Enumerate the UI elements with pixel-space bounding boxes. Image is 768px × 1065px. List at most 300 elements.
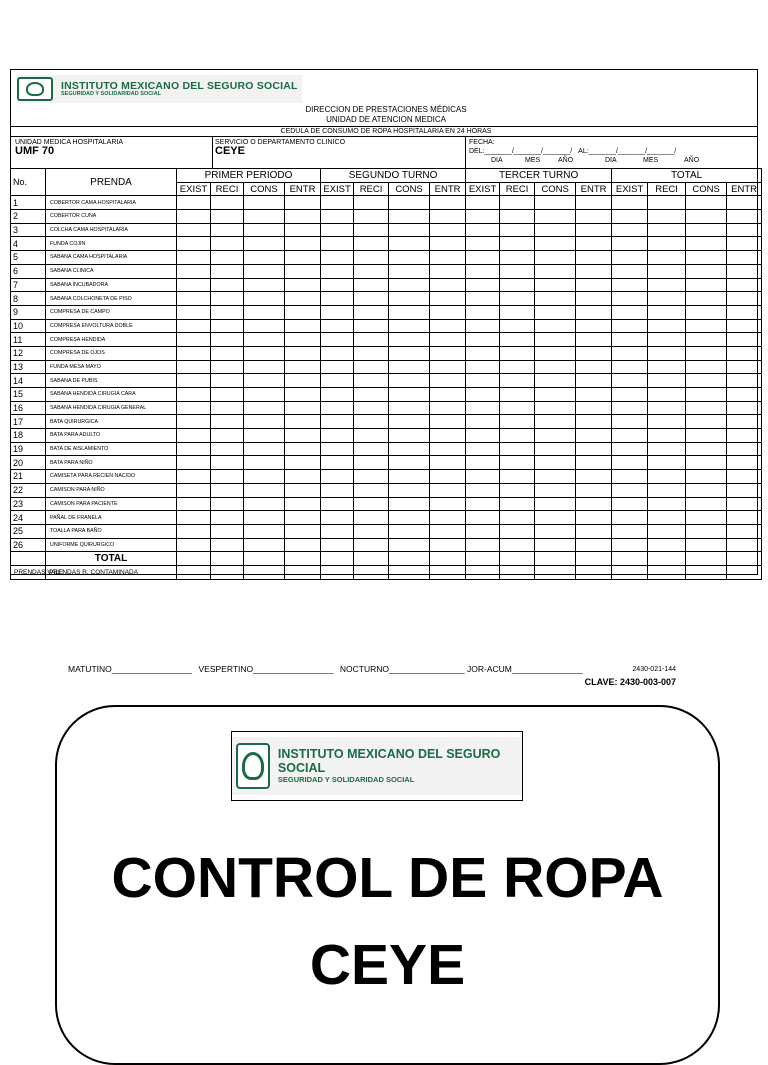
entry-cell[interactable] — [500, 251, 535, 265]
vespertino-field[interactable]: VESPERTINO_________________ — [198, 664, 334, 674]
entry-cell[interactable] — [211, 524, 244, 538]
entry-cell[interactable] — [321, 470, 354, 484]
date-to-field[interactable]: AL:_______/_______/_______/ — [578, 148, 677, 155]
entry-cell[interactable] — [354, 210, 389, 224]
entry-cell[interactable] — [354, 429, 389, 443]
entry-cell[interactable] — [727, 497, 762, 511]
entry-cell[interactable] — [177, 374, 211, 388]
footer-cell[interactable] — [177, 565, 211, 579]
entry-cell[interactable] — [177, 442, 211, 456]
entry-cell[interactable] — [466, 305, 500, 319]
entry-cell[interactable] — [177, 346, 211, 360]
date-from-field[interactable]: DEL:_______/_______/_______/ — [469, 148, 573, 155]
total-cell[interactable] — [466, 552, 500, 566]
entry-cell[interactable] — [686, 538, 727, 552]
entry-cell[interactable] — [686, 415, 727, 429]
entry-cell[interactable] — [285, 483, 321, 497]
entry-cell[interactable] — [177, 251, 211, 265]
entry-cell[interactable] — [648, 237, 686, 251]
entry-cell[interactable] — [285, 415, 321, 429]
entry-cell[interactable] — [686, 456, 727, 470]
footer-cell[interactable] — [211, 565, 244, 579]
entry-cell[interactable] — [535, 524, 576, 538]
entry-cell[interactable] — [430, 538, 466, 552]
entry-cell[interactable] — [612, 210, 648, 224]
entry-cell[interactable] — [500, 511, 535, 525]
entry-cell[interactable] — [321, 401, 354, 415]
entry-cell[interactable] — [727, 442, 762, 456]
entry-cell[interactable] — [500, 401, 535, 415]
entry-cell[interactable] — [211, 237, 244, 251]
entry-cell[interactable] — [727, 429, 762, 443]
entry-cell[interactable] — [727, 292, 762, 306]
entry-cell[interactable] — [321, 264, 354, 278]
total-cell[interactable] — [211, 552, 244, 566]
entry-cell[interactable] — [576, 388, 612, 402]
entry-cell[interactable] — [285, 511, 321, 525]
total-cell[interactable] — [244, 552, 285, 566]
entry-cell[interactable] — [466, 210, 500, 224]
entry-cell[interactable] — [576, 511, 612, 525]
entry-cell[interactable] — [285, 251, 321, 265]
footer-cell[interactable] — [244, 565, 285, 579]
entry-cell[interactable] — [686, 483, 727, 497]
entry-cell[interactable] — [389, 333, 430, 347]
entry-cell[interactable] — [354, 415, 389, 429]
entry-cell[interactable] — [285, 470, 321, 484]
entry-cell[interactable] — [500, 470, 535, 484]
entry-cell[interactable] — [648, 278, 686, 292]
entry-cell[interactable] — [389, 196, 430, 210]
entry-cell[interactable] — [244, 470, 285, 484]
entry-cell[interactable] — [354, 483, 389, 497]
entry-cell[interactable] — [466, 401, 500, 415]
entry-cell[interactable] — [500, 210, 535, 224]
entry-cell[interactable] — [389, 470, 430, 484]
entry-cell[interactable] — [430, 223, 466, 237]
entry-cell[interactable] — [211, 251, 244, 265]
entry-cell[interactable] — [389, 415, 430, 429]
footer-cell[interactable] — [648, 565, 686, 579]
entry-cell[interactable] — [285, 538, 321, 552]
entry-cell[interactable] — [354, 442, 389, 456]
entry-cell[interactable] — [535, 346, 576, 360]
entry-cell[interactable] — [389, 223, 430, 237]
entry-cell[interactable] — [612, 538, 648, 552]
entry-cell[interactable] — [321, 346, 354, 360]
entry-cell[interactable] — [244, 401, 285, 415]
entry-cell[interactable] — [244, 374, 285, 388]
entry-cell[interactable] — [535, 237, 576, 251]
entry-cell[interactable] — [354, 470, 389, 484]
entry-cell[interactable] — [612, 415, 648, 429]
entry-cell[interactable] — [177, 401, 211, 415]
entry-cell[interactable] — [466, 360, 500, 374]
entry-cell[interactable] — [177, 223, 211, 237]
entry-cell[interactable] — [535, 278, 576, 292]
entry-cell[interactable] — [500, 278, 535, 292]
entry-cell[interactable] — [686, 388, 727, 402]
entry-cell[interactable] — [244, 538, 285, 552]
entry-cell[interactable] — [576, 470, 612, 484]
entry-cell[interactable] — [466, 470, 500, 484]
entry-cell[interactable] — [612, 237, 648, 251]
entry-cell[interactable] — [686, 470, 727, 484]
entry-cell[interactable] — [500, 319, 535, 333]
entry-cell[interactable] — [389, 456, 430, 470]
entry-cell[interactable] — [211, 388, 244, 402]
entry-cell[interactable] — [354, 360, 389, 374]
entry-cell[interactable] — [612, 251, 648, 265]
entry-cell[interactable] — [211, 483, 244, 497]
entry-cell[interactable] — [576, 196, 612, 210]
entry-cell[interactable] — [466, 456, 500, 470]
entry-cell[interactable] — [648, 292, 686, 306]
entry-cell[interactable] — [612, 333, 648, 347]
entry-cell[interactable] — [430, 264, 466, 278]
entry-cell[interactable] — [211, 333, 244, 347]
entry-cell[interactable] — [285, 237, 321, 251]
entry-cell[interactable] — [430, 497, 466, 511]
entry-cell[interactable] — [244, 319, 285, 333]
entry-cell[interactable] — [727, 456, 762, 470]
entry-cell[interactable] — [648, 538, 686, 552]
entry-cell[interactable] — [321, 251, 354, 265]
entry-cell[interactable] — [576, 251, 612, 265]
entry-cell[interactable] — [612, 305, 648, 319]
entry-cell[interactable] — [177, 456, 211, 470]
entry-cell[interactable] — [466, 278, 500, 292]
entry-cell[interactable] — [500, 483, 535, 497]
entry-cell[interactable] — [285, 360, 321, 374]
entry-cell[interactable] — [354, 374, 389, 388]
entry-cell[interactable] — [686, 333, 727, 347]
entry-cell[interactable] — [466, 524, 500, 538]
total-cell[interactable] — [648, 552, 686, 566]
entry-cell[interactable] — [466, 511, 500, 525]
entry-cell[interactable] — [612, 401, 648, 415]
entry-cell[interactable] — [244, 524, 285, 538]
entry-cell[interactable] — [612, 292, 648, 306]
entry-cell[interactable] — [686, 524, 727, 538]
entry-cell[interactable] — [285, 442, 321, 456]
entry-cell[interactable] — [177, 429, 211, 443]
entry-cell[interactable] — [686, 210, 727, 224]
entry-cell[interactable] — [430, 401, 466, 415]
entry-cell[interactable] — [211, 346, 244, 360]
entry-cell[interactable] — [466, 333, 500, 347]
entry-cell[interactable] — [354, 237, 389, 251]
footer-cell[interactable] — [354, 565, 389, 579]
entry-cell[interactable] — [648, 319, 686, 333]
footer-cell[interactable] — [430, 565, 466, 579]
entry-cell[interactable] — [321, 524, 354, 538]
total-cell[interactable] — [354, 552, 389, 566]
entry-cell[interactable] — [285, 292, 321, 306]
entry-cell[interactable] — [686, 360, 727, 374]
entry-cell[interactable] — [430, 456, 466, 470]
entry-cell[interactable] — [648, 333, 686, 347]
entry-cell[interactable] — [612, 456, 648, 470]
entry-cell[interactable] — [244, 278, 285, 292]
entry-cell[interactable] — [576, 456, 612, 470]
entry-cell[interactable] — [612, 511, 648, 525]
entry-cell[interactable] — [389, 388, 430, 402]
total-cell[interactable] — [535, 552, 576, 566]
entry-cell[interactable] — [612, 319, 648, 333]
entry-cell[interactable] — [321, 305, 354, 319]
entry-cell[interactable] — [389, 210, 430, 224]
footer-cell[interactable] — [500, 565, 535, 579]
total-cell[interactable] — [321, 552, 354, 566]
entry-cell[interactable] — [466, 223, 500, 237]
entry-cell[interactable] — [686, 429, 727, 443]
entry-cell[interactable] — [727, 470, 762, 484]
entry-cell[interactable] — [648, 264, 686, 278]
entry-cell[interactable] — [285, 429, 321, 443]
entry-cell[interactable] — [466, 497, 500, 511]
entry-cell[interactable] — [535, 388, 576, 402]
entry-cell[interactable] — [354, 497, 389, 511]
entry-cell[interactable] — [430, 483, 466, 497]
entry-cell[interactable] — [648, 429, 686, 443]
entry-cell[interactable] — [244, 264, 285, 278]
entry-cell[interactable] — [648, 210, 686, 224]
matutino-field[interactable]: MATUTINO_________________ — [68, 664, 193, 674]
entry-cell[interactable] — [285, 456, 321, 470]
entry-cell[interactable] — [389, 429, 430, 443]
entry-cell[interactable] — [321, 483, 354, 497]
entry-cell[interactable] — [430, 415, 466, 429]
entry-cell[interactable] — [576, 524, 612, 538]
entry-cell[interactable] — [686, 497, 727, 511]
entry-cell[interactable] — [389, 360, 430, 374]
entry-cell[interactable] — [727, 346, 762, 360]
entry-cell[interactable] — [500, 292, 535, 306]
entry-cell[interactable] — [500, 456, 535, 470]
total-cell[interactable] — [576, 552, 612, 566]
entry-cell[interactable] — [244, 333, 285, 347]
entry-cell[interactable] — [389, 251, 430, 265]
entry-cell[interactable] — [321, 333, 354, 347]
footer-cell[interactable] — [576, 565, 612, 579]
entry-cell[interactable] — [727, 196, 762, 210]
entry-cell[interactable] — [354, 388, 389, 402]
entry-cell[interactable] — [177, 210, 211, 224]
entry-cell[interactable] — [648, 374, 686, 388]
entry-cell[interactable] — [321, 374, 354, 388]
entry-cell[interactable] — [354, 456, 389, 470]
entry-cell[interactable] — [466, 388, 500, 402]
entry-cell[interactable] — [612, 278, 648, 292]
entry-cell[interactable] — [389, 305, 430, 319]
total-cell[interactable] — [612, 552, 648, 566]
entry-cell[interactable] — [177, 237, 211, 251]
entry-cell[interactable] — [535, 251, 576, 265]
entry-cell[interactable] — [389, 524, 430, 538]
entry-cell[interactable] — [612, 223, 648, 237]
entry-cell[interactable] — [285, 278, 321, 292]
entry-cell[interactable] — [244, 511, 285, 525]
entry-cell[interactable] — [576, 538, 612, 552]
entry-cell[interactable] — [535, 415, 576, 429]
entry-cell[interactable] — [466, 538, 500, 552]
entry-cell[interactable] — [466, 319, 500, 333]
entry-cell[interactable] — [686, 223, 727, 237]
entry-cell[interactable] — [500, 388, 535, 402]
entry-cell[interactable] — [244, 360, 285, 374]
entry-cell[interactable] — [211, 374, 244, 388]
entry-cell[interactable] — [244, 497, 285, 511]
entry-cell[interactable] — [354, 346, 389, 360]
entry-cell[interactable] — [244, 251, 285, 265]
entry-cell[interactable] — [686, 264, 727, 278]
entry-cell[interactable] — [686, 292, 727, 306]
entry-cell[interactable] — [727, 210, 762, 224]
entry-cell[interactable] — [285, 196, 321, 210]
entry-cell[interactable] — [321, 223, 354, 237]
entry-cell[interactable] — [321, 538, 354, 552]
entry-cell[interactable] — [244, 223, 285, 237]
entry-cell[interactable] — [389, 442, 430, 456]
entry-cell[interactable] — [430, 292, 466, 306]
entry-cell[interactable] — [430, 333, 466, 347]
entry-cell[interactable] — [612, 470, 648, 484]
entry-cell[interactable] — [576, 429, 612, 443]
entry-cell[interactable] — [354, 305, 389, 319]
entry-cell[interactable] — [244, 456, 285, 470]
entry-cell[interactable] — [576, 210, 612, 224]
entry-cell[interactable] — [576, 442, 612, 456]
total-cell[interactable] — [177, 552, 211, 566]
entry-cell[interactable] — [686, 511, 727, 525]
entry-cell[interactable] — [686, 196, 727, 210]
entry-cell[interactable] — [466, 196, 500, 210]
entry-cell[interactable] — [285, 210, 321, 224]
entry-cell[interactable] — [244, 346, 285, 360]
entry-cell[interactable] — [576, 497, 612, 511]
entry-cell[interactable] — [244, 196, 285, 210]
entry-cell[interactable] — [430, 305, 466, 319]
entry-cell[interactable] — [648, 346, 686, 360]
entry-cell[interactable] — [648, 415, 686, 429]
entry-cell[interactable] — [686, 319, 727, 333]
entry-cell[interactable] — [612, 360, 648, 374]
entry-cell[interactable] — [727, 333, 762, 347]
entry-cell[interactable] — [500, 223, 535, 237]
entry-cell[interactable] — [466, 292, 500, 306]
entry-cell[interactable] — [389, 346, 430, 360]
entry-cell[interactable] — [648, 497, 686, 511]
entry-cell[interactable] — [354, 223, 389, 237]
entry-cell[interactable] — [648, 511, 686, 525]
entry-cell[interactable] — [177, 470, 211, 484]
entry-cell[interactable] — [177, 278, 211, 292]
entry-cell[interactable] — [321, 511, 354, 525]
entry-cell[interactable] — [321, 415, 354, 429]
entry-cell[interactable] — [500, 538, 535, 552]
entry-cell[interactable] — [612, 264, 648, 278]
entry-cell[interactable] — [430, 388, 466, 402]
entry-cell[interactable] — [612, 524, 648, 538]
entry-cell[interactable] — [500, 346, 535, 360]
entry-cell[interactable] — [211, 429, 244, 443]
entry-cell[interactable] — [354, 319, 389, 333]
entry-cell[interactable] — [500, 374, 535, 388]
entry-cell[interactable] — [576, 374, 612, 388]
footer-cell[interactable] — [389, 565, 430, 579]
entry-cell[interactable] — [177, 511, 211, 525]
entry-cell[interactable] — [389, 292, 430, 306]
entry-cell[interactable] — [535, 429, 576, 443]
total-cell[interactable] — [285, 552, 321, 566]
entry-cell[interactable] — [244, 415, 285, 429]
entry-cell[interactable] — [648, 251, 686, 265]
entry-cell[interactable] — [466, 374, 500, 388]
entry-cell[interactable] — [389, 374, 430, 388]
entry-cell[interactable] — [727, 524, 762, 538]
entry-cell[interactable] — [648, 196, 686, 210]
entry-cell[interactable] — [244, 442, 285, 456]
entry-cell[interactable] — [354, 538, 389, 552]
entry-cell[interactable] — [285, 305, 321, 319]
entry-cell[interactable] — [727, 374, 762, 388]
entry-cell[interactable] — [535, 210, 576, 224]
entry-cell[interactable] — [285, 388, 321, 402]
entry-cell[interactable] — [535, 223, 576, 237]
total-cell[interactable] — [686, 552, 727, 566]
entry-cell[interactable] — [466, 442, 500, 456]
entry-cell[interactable] — [211, 196, 244, 210]
entry-cell[interactable] — [211, 511, 244, 525]
entry-cell[interactable] — [177, 305, 211, 319]
entry-cell[interactable] — [321, 360, 354, 374]
entry-cell[interactable] — [389, 264, 430, 278]
entry-cell[interactable] — [244, 388, 285, 402]
entry-cell[interactable] — [430, 196, 466, 210]
entry-cell[interactable] — [535, 292, 576, 306]
entry-cell[interactable] — [389, 483, 430, 497]
entry-cell[interactable] — [430, 346, 466, 360]
entry-cell[interactable] — [466, 346, 500, 360]
entry-cell[interactable] — [576, 278, 612, 292]
entry-cell[interactable] — [211, 497, 244, 511]
entry-cell[interactable] — [727, 319, 762, 333]
entry-cell[interactable] — [211, 442, 244, 456]
entry-cell[interactable] — [354, 196, 389, 210]
entry-cell[interactable] — [430, 429, 466, 443]
entry-cell[interactable] — [244, 292, 285, 306]
entry-cell[interactable] — [177, 360, 211, 374]
entry-cell[interactable] — [211, 538, 244, 552]
entry-cell[interactable] — [466, 237, 500, 251]
entry-cell[interactable] — [285, 401, 321, 415]
entry-cell[interactable] — [354, 511, 389, 525]
entry-cell[interactable] — [177, 196, 211, 210]
entry-cell[interactable] — [686, 237, 727, 251]
entry-cell[interactable] — [535, 333, 576, 347]
entry-cell[interactable] — [211, 305, 244, 319]
entry-cell[interactable] — [500, 237, 535, 251]
entry-cell[interactable] — [612, 429, 648, 443]
entry-cell[interactable] — [354, 333, 389, 347]
entry-cell[interactable] — [576, 237, 612, 251]
entry-cell[interactable] — [535, 470, 576, 484]
entry-cell[interactable] — [430, 237, 466, 251]
entry-cell[interactable] — [612, 442, 648, 456]
entry-cell[interactable] — [727, 305, 762, 319]
entry-cell[interactable] — [177, 292, 211, 306]
